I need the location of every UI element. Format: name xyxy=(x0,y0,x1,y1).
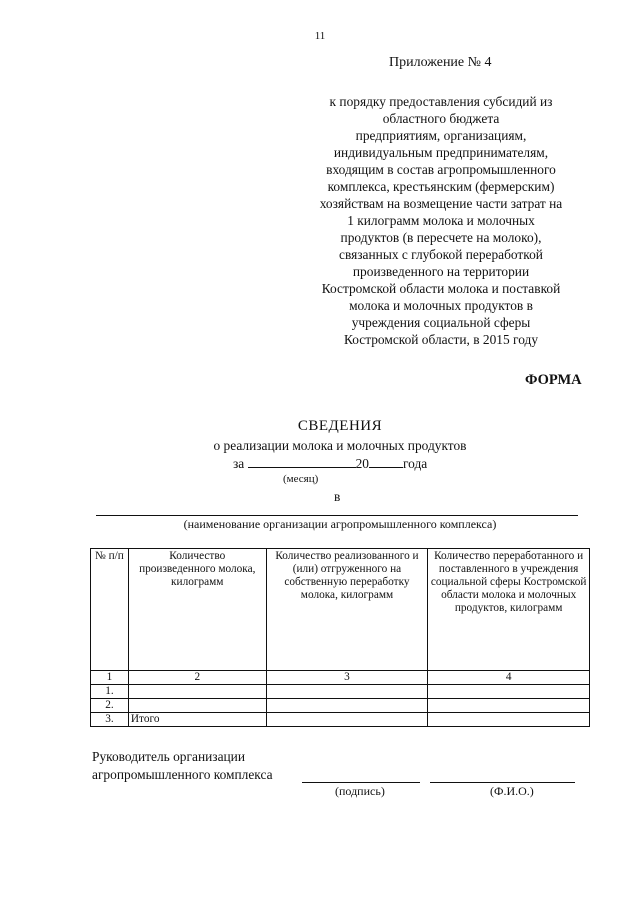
year-blank[interactable] xyxy=(369,455,403,468)
period-line xyxy=(233,455,427,472)
appendix-line: комплекса, крестьянским (фермерским) xyxy=(327,179,555,194)
supplied-cell[interactable] xyxy=(428,699,590,713)
supplied-cell[interactable] xyxy=(428,713,590,727)
page-number: 11 xyxy=(314,30,326,42)
supplied-cell[interactable] xyxy=(428,685,590,699)
signature-title-line1: Руководитель организации xyxy=(92,749,246,764)
name-blank[interactable] xyxy=(430,782,575,783)
row-number: 3. xyxy=(91,713,129,727)
data-table xyxy=(90,548,590,727)
signature-blank[interactable] xyxy=(302,782,420,783)
appendix-line: связанных с глубокой переработкой xyxy=(339,247,543,262)
appendix-line: областного бюджета xyxy=(382,111,500,126)
column-header-produced: Количество произведенного молока, килограмм xyxy=(128,549,266,671)
form-label: ФОРМА xyxy=(525,372,582,388)
organization-name-blank[interactable] xyxy=(96,515,578,516)
table-row xyxy=(91,685,590,699)
appendix-line: входящим в состав агропромышленного xyxy=(326,162,556,177)
table-header-row xyxy=(91,549,590,671)
document-title: СВЕДЕНИЯ xyxy=(297,418,383,434)
appendix-line: к порядку предоставления субсидий из xyxy=(329,94,553,109)
appendix-line: хозяйствам на возмещение части затрат на xyxy=(319,196,563,211)
month-blank[interactable] xyxy=(248,455,356,468)
column-header-sold: Количество реализованного и (или) отгруженного на собственную переработку молока, килограмм xyxy=(266,549,428,671)
appendix-line: 1 килограмм молока и молочных xyxy=(347,213,535,228)
appendix-line: молока и молочных продуктов в xyxy=(349,298,533,313)
row-number: 2. xyxy=(91,699,129,713)
appendix-line: учреждения социальной сферы xyxy=(351,315,531,330)
column-number-row xyxy=(91,671,590,685)
sold-cell[interactable] xyxy=(266,713,428,727)
sold-cell[interactable] xyxy=(266,699,428,713)
period-suffix: года xyxy=(402,456,428,471)
appendix-line: Костромской области молока и поставкой xyxy=(321,281,561,296)
column-number: 3 xyxy=(266,671,428,685)
appendix-text xyxy=(286,93,596,348)
column-number: 4 xyxy=(428,671,590,685)
row-number: 1. xyxy=(91,685,129,699)
column-number: 1 xyxy=(91,671,129,685)
appendix-title: Приложение № 4 xyxy=(389,55,492,70)
total-label: Итого xyxy=(128,713,266,727)
appendix-line: продуктов (в пересчете на молоко), xyxy=(340,230,542,245)
sold-cell[interactable] xyxy=(266,685,428,699)
organization-caption: (наименование организации агропромышленного комплекса) xyxy=(183,517,497,531)
column-number: 2 xyxy=(128,671,266,685)
appendix-line: Костромской области, в 2015 году xyxy=(343,332,539,347)
name-caption: (Ф.И.О.) xyxy=(490,784,534,798)
table-row xyxy=(91,699,590,713)
appendix-line: произведенного на территории xyxy=(352,264,530,279)
table-row-total xyxy=(91,713,590,727)
period-prefix: за xyxy=(233,456,245,471)
column-header-number: № п/п xyxy=(91,549,129,671)
column-header-supplied: Количество переработанного и поставленного в учреждения социальной сферы Костромской области молока и молочных продуктов, килограмм xyxy=(428,549,590,671)
produced-cell[interactable] xyxy=(128,685,266,699)
month-caption: (месяц) xyxy=(283,473,319,485)
period-year-prefix: 20 xyxy=(355,456,369,471)
appendix-line: предприятиям, организациям, xyxy=(355,128,527,143)
document-subtitle: о реализации молока и молочных продуктов xyxy=(213,438,467,453)
in-word: в xyxy=(334,489,341,504)
signature-caption: (подпись) xyxy=(335,784,385,798)
appendix-line: индивидуальным предпринимателям, xyxy=(333,145,549,160)
produced-cell[interactable] xyxy=(128,699,266,713)
signature-title-line2: агропромышленного комплекса xyxy=(92,767,273,782)
